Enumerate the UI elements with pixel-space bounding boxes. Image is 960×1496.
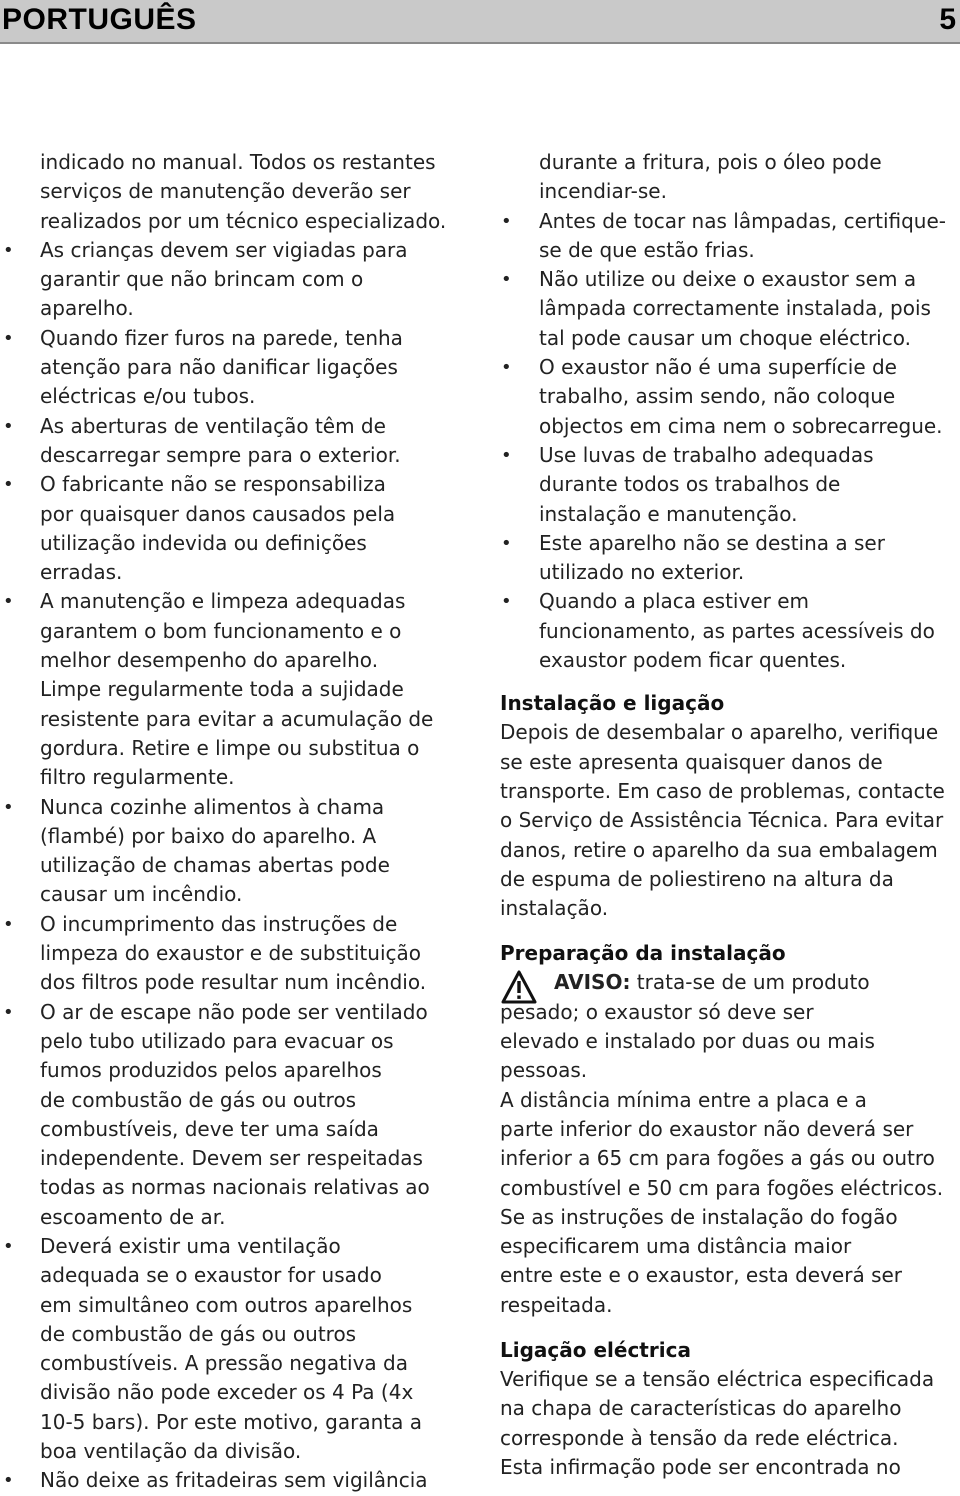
line-text: utilização indevida ou definições [40, 530, 367, 555]
line-text: Não deixe as fritadeiras sem vigilância [40, 1468, 428, 1493]
text-line [480, 718, 960, 747]
text-line [480, 382, 960, 411]
line-text: (flambé) por baixo do aparelho. A [40, 823, 377, 848]
text-line [480, 470, 960, 499]
text-line [0, 177, 470, 206]
bullet-item [0, 412, 470, 441]
line-text: limpeza do exaustor e de substituição [40, 941, 421, 966]
warning-label: AVISO: [554, 970, 631, 995]
line-text: combustíveis. A pressão negativa da [40, 1351, 408, 1376]
text-line [480, 1115, 960, 1144]
text-line [480, 748, 960, 777]
line-text: parte inferior do exaustor não deverá ser [500, 1116, 914, 1141]
warning-line [480, 968, 960, 997]
line-text: descarregar sempre para o exterior. [40, 442, 401, 467]
text-line [480, 1232, 960, 1261]
line-text: elevado e instalado por duas ou mais [500, 1029, 875, 1054]
bullet-item [480, 441, 960, 470]
line-text: independente. Devem ser respeitadas [40, 1146, 423, 1171]
line-text: Esta infirmação pode ser encontrada no [500, 1454, 901, 1479]
text-line [0, 353, 470, 382]
line-text: o Serviço de Assistência Técnica. Para evitar [500, 808, 944, 833]
text-line [0, 705, 470, 734]
line-text: combustíveis, deve ter uma saída [40, 1116, 379, 1141]
bullet-icon: • [501, 444, 512, 466]
text-line [0, 1320, 470, 1349]
line-text: fumos produzidos pelos aparelhos [40, 1058, 382, 1083]
line-text: na chapa de características do aparelho [500, 1396, 902, 1421]
text-line [0, 558, 470, 587]
text-line [0, 880, 470, 909]
text-line [480, 294, 960, 323]
line-text: durante todos os trabalhos de [539, 472, 841, 497]
line-text: utilização de chamas abertas pode [40, 853, 390, 878]
preparation-heading: Preparação da instalação [500, 941, 786, 966]
text-line [0, 1291, 470, 1320]
text-line [480, 1291, 960, 1320]
installation-heading: Instalação e ligação [500, 691, 725, 716]
text-line [0, 207, 470, 236]
text-line [480, 412, 960, 441]
line-text: As aberturas de ventilação têm de [40, 413, 386, 438]
line-text: Não utilize ou deixe o exaustor sem a [539, 267, 917, 292]
line-text: realizados por um técnico especializado. [40, 208, 447, 233]
line-text: combustível e 50 cm para fogões eléctricos. [500, 1175, 944, 1200]
right-bullet-list [480, 148, 960, 675]
line-text: O ar de escape não pode ser ventilado [40, 999, 428, 1024]
bullet-icon: • [3, 591, 14, 613]
line-text: O exaustor não é uma superfície de [539, 355, 897, 380]
line-text: garantem o bom funcionamento e o [40, 618, 402, 643]
line-text: pessoas. [500, 1058, 588, 1083]
installation-text [480, 718, 960, 923]
bullet-icon: • [501, 532, 512, 554]
text-line [0, 734, 470, 763]
bullet-item [480, 353, 960, 382]
text-line [0, 939, 470, 968]
line-text: de combustão de gás ou outros [40, 1087, 357, 1112]
bullet-item [480, 207, 960, 236]
line-text: especificarem uma distância maior [500, 1234, 852, 1259]
text-line [0, 1173, 470, 1202]
bullet-icon: • [501, 591, 512, 613]
line-text: Use luvas de trabalho adequadas [539, 442, 874, 467]
line-text: Quando fizer furos na parede, tenha [40, 325, 403, 350]
line-text: por quaisquer danos causados pela [40, 501, 396, 526]
text-line [480, 1086, 960, 1115]
line-text: gordura. Retire e limpe ou substitua o [40, 735, 420, 760]
line-text: Este aparelho não se destina a ser [539, 530, 885, 555]
right-column [480, 148, 960, 1482]
line-text: erradas. [40, 560, 123, 585]
text-line [480, 646, 960, 675]
line-text: 10-5 bars). Por este motivo, garanta a [40, 1409, 422, 1434]
text-line [480, 1174, 960, 1203]
line-text: Verifique se a tensão eléctrica especificada [500, 1366, 935, 1391]
text-line [0, 763, 470, 792]
text-line [0, 1261, 470, 1290]
text-line [0, 529, 470, 558]
text-line [0, 1115, 470, 1144]
line-text: resistente para evitar a acumulação de [40, 706, 434, 731]
text-line [0, 441, 470, 470]
line-text: objectos em cima nem o sobrecarregue. [539, 413, 943, 438]
page-number: 5 [939, 3, 956, 36]
bullet-icon: • [3, 474, 14, 496]
bullet-item [0, 910, 470, 939]
text-line [0, 1144, 470, 1173]
line-text: incendiar-se. [539, 179, 667, 204]
text-line [0, 1378, 470, 1407]
text-line [0, 148, 470, 177]
text-line [480, 558, 960, 587]
line-text: se de que estão frias. [539, 237, 755, 262]
bullet-icon: • [3, 1235, 14, 1257]
line-text: instalação. [500, 896, 609, 921]
text-line [0, 1349, 470, 1378]
line-text: eléctricas e/ou tubos. [40, 384, 256, 409]
bullet-icon: • [3, 327, 14, 349]
line-text: exaustor podem ficar quentes. [539, 648, 847, 673]
line-text: se este apresenta quaisquer danos de [500, 749, 883, 774]
text-line [0, 617, 470, 646]
bullet-icon: • [3, 415, 14, 437]
line-text: Nunca cozinhe alimentos à chama [40, 794, 385, 819]
text-line [480, 1424, 960, 1453]
bullet-item [480, 265, 960, 294]
bullet-item [0, 236, 470, 265]
line-text: atenção para não danificar ligações [40, 355, 398, 380]
bullet-item [0, 998, 470, 1027]
line-text: O incumprimento das instruções de [40, 911, 398, 936]
text-line [480, 1261, 960, 1290]
line-text: filtro regularmente. [40, 765, 235, 790]
text-line [480, 894, 960, 923]
bullet-icon: • [3, 1001, 14, 1023]
text-line [480, 1203, 960, 1232]
left-column [0, 148, 470, 1496]
bullet-icon: • [3, 1470, 14, 1492]
text-line [480, 148, 960, 177]
bullet-item [0, 587, 470, 616]
text-line [0, 1408, 470, 1437]
bullet-item [480, 587, 960, 616]
line-text: serviços de manutenção deverão ser [40, 179, 411, 204]
text-line [480, 177, 960, 206]
electrical-heading: Ligação eléctrica [500, 1337, 691, 1362]
bullet-icon: • [501, 210, 512, 232]
text-line [480, 500, 960, 529]
bullet-icon: • [3, 239, 14, 261]
line-text: pelo tubo utilizado para evacuar os [40, 1028, 394, 1053]
text-line [480, 806, 960, 835]
text-line [0, 1086, 470, 1115]
section-title: PORTUGUÊS [2, 3, 197, 36]
text-line [0, 1027, 470, 1056]
line-text: causar um incêndio. [40, 882, 243, 907]
text-line [480, 324, 960, 353]
text-line [480, 777, 960, 806]
bullet-item [0, 470, 470, 499]
line-text: de espuma de poliestireno na altura da [500, 866, 894, 891]
text-line [480, 1365, 960, 1394]
line-text: A distância mínima entre a placa e a [500, 1087, 867, 1112]
text-line [480, 998, 960, 1027]
line-text: indicado no manual. Todos os restantes [40, 150, 436, 174]
preparation-text [480, 998, 960, 1320]
line-text: Depois de desembalar o aparelho, verifique [500, 720, 939, 745]
line-text: Se as instruções de instalação do fogão [500, 1204, 898, 1229]
line-text: transporte. Em caso de problemas, contacte [500, 778, 945, 803]
text-line [0, 851, 470, 880]
line-text: respeitada. [500, 1292, 613, 1317]
page-header [0, 0, 960, 44]
text-line [480, 617, 960, 646]
line-text: entre este e o exaustor, esta deverá ser [500, 1263, 903, 1288]
line-text: durante a fritura, pois o óleo pode [539, 150, 882, 174]
bullet-item [480, 529, 960, 558]
line-text: escoamento de ar. [40, 1204, 226, 1229]
line-text: utilizado no exterior. [539, 560, 745, 585]
bullet-icon: • [501, 269, 512, 291]
text-line [0, 265, 470, 294]
line-text: dos filtros pode resultar num incêndio. [40, 970, 427, 995]
line-text: de combustão de gás ou outros [40, 1321, 357, 1346]
text-line [0, 1056, 470, 1085]
line-text: corresponde à tensão da rede eléctrica. [500, 1425, 899, 1450]
line-text: melhor desempenho do aparelho. [40, 648, 379, 673]
line-text: Quando a placa estiver em [539, 589, 809, 614]
text-line [0, 822, 470, 851]
bullet-item [0, 1232, 470, 1261]
text-line [0, 1437, 470, 1466]
line-text: Antes de tocar nas lâmpadas, certifique- [539, 208, 947, 233]
electrical-text [480, 1365, 960, 1482]
line-text: instalação e manutenção. [539, 501, 798, 526]
line-text: adequada se o exaustor for usado [40, 1263, 382, 1288]
text-line [480, 865, 960, 894]
line-text: Limpe regularmente toda a sujidade [40, 677, 404, 702]
text-line [480, 1453, 960, 1482]
text-line [480, 1144, 960, 1173]
text-line [0, 382, 470, 411]
text-line [0, 1203, 470, 1232]
text-line [0, 675, 470, 704]
bullet-icon: • [3, 796, 14, 818]
line-text: As crianças devem ser vigiadas para [40, 237, 408, 262]
line-text: boa ventilação da divisão. [40, 1439, 302, 1464]
text-line [480, 1027, 960, 1056]
line-text: A manutenção e limpeza adequadas [40, 589, 406, 614]
text-line [0, 500, 470, 529]
line-text: danos, retire o aparelho da sua embalagem [500, 837, 938, 862]
line-text: Deverá existir uma ventilação [40, 1233, 341, 1258]
line-text: garantir que não brincam com o [40, 267, 364, 292]
text-line [0, 646, 470, 675]
bullet-icon: • [501, 357, 512, 379]
line-text: todas as normas nacionais relativas ao [40, 1175, 430, 1200]
line-text: tal pode causar um choque eléctrico. [539, 325, 911, 350]
bullet-item [0, 1466, 470, 1495]
text-line [480, 1056, 960, 1085]
warning-text: trata-se de um produto [630, 970, 870, 995]
line-text: aparelho. [40, 296, 134, 321]
line-text: pesado; o exaustor só deve ser [500, 999, 814, 1024]
line-text: divisão não pode exceder os 4 Pa (4x [40, 1380, 414, 1405]
line-text: lâmpada correctamente instalada, pois [539, 296, 931, 321]
line-text: funcionamento, as partes acessíveis do [539, 618, 935, 643]
line-text: inferior a 65 cm para fogões a gás ou outro [500, 1146, 935, 1171]
line-text: em simultâneo com outros aparelhos [40, 1292, 413, 1317]
text-line [480, 1394, 960, 1423]
bullet-icon: • [3, 913, 14, 935]
line-text: O fabricante não se responsabiliza [40, 472, 386, 497]
text-line [0, 968, 470, 997]
bullet-item [0, 324, 470, 353]
text-line [480, 236, 960, 265]
bullet-item [0, 793, 470, 822]
text-line [0, 294, 470, 323]
line-text: trabalho, assim sendo, não coloque [539, 384, 896, 409]
text-line [480, 836, 960, 865]
